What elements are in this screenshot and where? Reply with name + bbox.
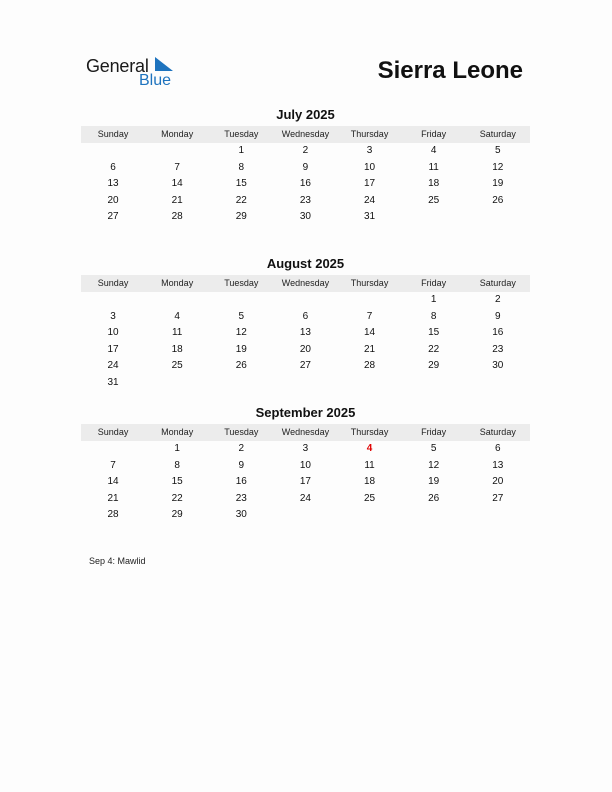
day-cell: 6 <box>302 310 309 322</box>
country-title: Sierra Leone <box>377 57 523 84</box>
weekday-label: Thursday <box>350 129 389 139</box>
day-cell: 22 <box>171 492 183 504</box>
weekday-label: Sunday <box>97 278 129 288</box>
month-title: August 2025 <box>266 256 345 271</box>
weekday-label: Monday <box>161 129 194 139</box>
day-cell: 12 <box>428 459 440 471</box>
month-calendar <box>81 255 530 392</box>
day-cell: 19 <box>492 178 504 190</box>
empty-day-cell <box>402 375 466 392</box>
week-row <box>81 160 530 177</box>
day-cell: 12 <box>492 161 504 173</box>
holiday-notes <box>89 556 146 566</box>
empty-day-cell <box>338 507 402 524</box>
day-cell: 3 <box>366 145 373 156</box>
day-cell: 8 <box>238 161 245 173</box>
weekday-label: Friday <box>421 129 447 139</box>
week-row <box>81 458 530 475</box>
day-cell: 11 <box>171 327 183 339</box>
day-cell: 26 <box>492 194 504 206</box>
day-cell: 16 <box>235 476 247 488</box>
weekday-header-row <box>81 424 530 441</box>
day-cell: 14 <box>107 476 119 488</box>
day-cell: 13 <box>107 178 119 190</box>
weekday-label: Tuesday <box>224 427 259 437</box>
day-cell: 15 <box>171 476 183 488</box>
week-row <box>81 474 530 491</box>
weekday-label: Thursday <box>350 427 389 437</box>
day-cell: 20 <box>492 476 504 488</box>
day-cell: 19 <box>428 476 440 488</box>
empty-day-cell <box>466 507 530 524</box>
day-cell: 23 <box>235 492 247 504</box>
day-cell: 28 <box>171 211 183 223</box>
week-row <box>81 342 530 359</box>
day-cell: 31 <box>107 376 119 388</box>
day-cell: 23 <box>299 194 311 206</box>
day-cell: 25 <box>364 492 376 504</box>
day-cell: 25 <box>171 360 183 372</box>
day-cell: 6 <box>495 443 501 454</box>
day-cell: 24 <box>299 492 311 504</box>
weekday-label: Wednesday <box>281 129 330 139</box>
empty-day-cell <box>273 375 337 392</box>
day-cell: 21 <box>171 194 183 206</box>
month-calendar <box>81 106 530 226</box>
day-cell: 25 <box>428 194 440 206</box>
day-cell: 11 <box>428 161 439 173</box>
day-cell: 1 <box>238 145 245 156</box>
weekday-header-row <box>81 126 530 143</box>
day-cell: 31 <box>364 211 376 223</box>
day-cell: 2 <box>495 294 501 305</box>
day-cell: 21 <box>107 492 119 504</box>
day-cell: 22 <box>235 194 247 206</box>
day-cell: 19 <box>235 343 247 355</box>
week-row <box>81 176 530 193</box>
weekday-label: Sunday <box>97 129 129 139</box>
week-row <box>81 292 530 309</box>
empty-day-cell <box>145 292 209 309</box>
day-cell: 17 <box>299 476 311 488</box>
day-cell: 8 <box>430 310 437 322</box>
day-cell: 6 <box>110 161 116 173</box>
day-cell: 17 <box>364 178 376 190</box>
day-cell: 9 <box>495 310 501 322</box>
week-row <box>81 507 530 524</box>
day-cell: 18 <box>428 178 440 190</box>
empty-day-cell <box>466 209 530 226</box>
day-cell: 15 <box>235 178 247 190</box>
day-cell: 5 <box>238 310 245 322</box>
day-cell: 14 <box>364 327 376 339</box>
day-cell: 30 <box>299 211 311 223</box>
day-cell: 24 <box>364 194 376 206</box>
weekday-label: Wednesday <box>281 427 330 437</box>
empty-day-cell <box>81 441 145 458</box>
weekday-label: Friday <box>421 278 447 288</box>
week-row <box>81 209 530 226</box>
day-cell: 27 <box>299 360 311 372</box>
day-cell: 23 <box>492 343 504 355</box>
empty-day-cell <box>273 507 337 524</box>
day-cell: 7 <box>366 310 373 322</box>
empty-day-cell <box>145 143 209 160</box>
day-cell: 3 <box>110 310 116 322</box>
day-cell: 7 <box>174 161 180 173</box>
day-cell: 12 <box>235 327 247 339</box>
day-cell: 29 <box>428 360 440 372</box>
day-cell: 16 <box>299 178 311 190</box>
weekday-label: Saturday <box>479 278 516 288</box>
day-cell: 9 <box>238 459 245 471</box>
week-row <box>81 375 530 392</box>
week-row <box>81 491 530 508</box>
week-row <box>81 358 530 375</box>
day-cell: 24 <box>107 360 119 372</box>
empty-day-cell <box>81 143 145 160</box>
day-cell: 13 <box>299 327 311 339</box>
day-cell: 13 <box>492 459 504 471</box>
day-cell: 14 <box>171 178 183 190</box>
day-cell: 5 <box>495 145 501 156</box>
day-cell: 20 <box>107 194 119 206</box>
weekday-label: Saturday <box>479 129 516 139</box>
day-cell: 18 <box>171 343 183 355</box>
empty-day-cell <box>466 375 530 392</box>
day-cell: 2 <box>302 145 309 156</box>
logo-text-blue: Blue <box>139 72 172 89</box>
weekday-label: Tuesday <box>224 278 259 288</box>
logo-text-general: General <box>86 56 149 76</box>
week-row <box>81 441 530 458</box>
day-cell: 10 <box>107 327 119 339</box>
day-cell: 1 <box>174 443 180 454</box>
week-row <box>81 193 530 210</box>
day-cell: 11 <box>364 459 375 471</box>
weekday-label: Saturday <box>479 427 516 437</box>
day-cell: 9 <box>302 161 309 173</box>
day-cell: 10 <box>364 161 376 173</box>
day-cell: 17 <box>107 343 119 355</box>
day-cell: 8 <box>174 459 180 471</box>
day-cell: 20 <box>299 343 311 355</box>
day-cell: 15 <box>428 327 440 339</box>
general-blue-logo <box>86 54 186 94</box>
week-row <box>81 143 530 160</box>
empty-day-cell <box>338 292 402 309</box>
weekday-header-row <box>81 275 530 292</box>
holiday-day-cell: 4 <box>366 443 373 454</box>
empty-day-cell <box>209 375 273 392</box>
weekday-label: Tuesday <box>224 129 259 139</box>
week-row <box>81 325 530 342</box>
day-cell: 26 <box>428 492 440 504</box>
day-cell: 28 <box>364 360 376 372</box>
empty-day-cell <box>209 292 273 309</box>
holiday-note: Sep 4: Mawlid <box>89 556 146 566</box>
empty-day-cell <box>145 375 209 392</box>
empty-day-cell <box>402 507 466 524</box>
day-cell: 28 <box>107 509 119 521</box>
logo-triangle-icon <box>155 57 173 71</box>
day-cell: 26 <box>235 360 247 372</box>
day-cell: 22 <box>428 343 440 355</box>
day-cell: 27 <box>492 492 504 504</box>
day-cell: 2 <box>238 443 245 454</box>
day-cell: 5 <box>430 443 437 454</box>
weekday-label: Monday <box>161 278 194 288</box>
day-cell: 4 <box>430 145 437 156</box>
day-cell: 18 <box>364 476 376 488</box>
weekday-label: Sunday <box>97 427 129 437</box>
day-cell: 3 <box>302 443 309 454</box>
day-cell: 4 <box>174 310 180 322</box>
empty-day-cell <box>338 375 402 392</box>
week-row <box>81 309 530 326</box>
day-cell: 21 <box>364 343 376 355</box>
day-cell: 27 <box>107 211 119 223</box>
day-cell: 29 <box>235 211 247 223</box>
weekday-label: Thursday <box>350 278 389 288</box>
weekday-label: Wednesday <box>281 278 330 288</box>
day-cell: 30 <box>235 509 247 521</box>
weekday-label: Monday <box>161 427 194 437</box>
month-title: September 2025 <box>255 405 356 420</box>
day-cell: 10 <box>299 459 311 471</box>
month-calendar <box>81 404 530 524</box>
day-cell: 30 <box>492 360 504 372</box>
empty-day-cell <box>81 292 145 309</box>
weekday-label: Friday <box>421 427 447 437</box>
day-cell: 7 <box>110 459 116 471</box>
empty-day-cell <box>273 292 337 309</box>
day-cell: 1 <box>430 294 437 305</box>
day-cell: 29 <box>171 509 183 521</box>
day-cell: 16 <box>492 327 504 339</box>
empty-day-cell <box>402 209 466 226</box>
month-title: July 2025 <box>276 107 335 122</box>
